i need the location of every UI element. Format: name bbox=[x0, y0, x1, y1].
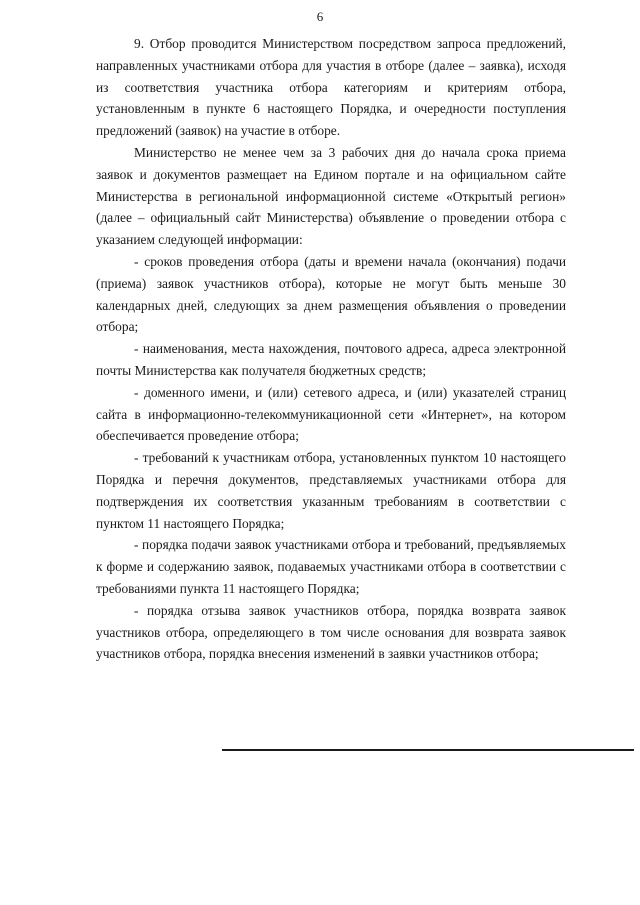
footer-divider bbox=[222, 749, 634, 751]
document-body bbox=[96, 33, 566, 665]
paragraph-selection-procedure: 9. Отбор проводится Министерством посредством запроса предложений, направленных участниками отбора для участия в отборе (далее – заявка), исходя из соответствия участника отбора категориям и критериям отбора, установленным в пункте 6 настоящего Порядка, и очередности поступления предложений (заявок) на участие в отборе. bbox=[96, 36, 566, 139]
page-number: 6 bbox=[316, 9, 324, 24]
list-item-participant-requirements: - требований к участникам отбора, установленных пунктом 10 настоящего Порядка и перечня документов, представляемых участниками отбора для подтверждения их соответствия указанным требованиям в соответствии с пунктом 11 настоящего Порядка; bbox=[96, 450, 566, 531]
list-item-domain-name: - доменного имени, и (или) сетевого адреса, и (или) указателей страниц сайта в информационно-телекоммуникационной сети «Интернет», на котором обеспечивается проведение отбора; bbox=[96, 384, 566, 444]
paragraph-announcement: Министерство не менее чем за 3 рабочих дня до начала срока приема заявок и документов размещает на Едином портале и на официальном сайте Министерства в региональной информационной системе «Открытый регион» (далее – официальный сайт Министерства) объявление о проведении отбора с указанием следующей информации: bbox=[96, 144, 566, 248]
list-item-deadlines: - сроков проведения отбора (даты и времени начала (окончания) подачи (приема) заявок участников отбора), которые не могут быть меньше 30 календарных дней, следующих за днем размещения объявления о проведении отбора; bbox=[96, 253, 566, 335]
list-item-ministry-contacts: - наименования, места нахождения, почтового адреса, адреса электронной почты Министерства как получателя бюджетных средств; bbox=[96, 341, 566, 378]
list-item-submission-procedure: - порядка подачи заявок участниками отбора и требований, предъявляемых к форме и содержанию заявок, подаваемых участниками отбора в соответствии с требованиями пункта 11 настоящего Порядка; bbox=[96, 537, 566, 596]
list-item-withdrawal-procedure: - порядка отзыва заявок участников отбора, порядка возврата заявок участников отбора, определяющего в том числе основания для возврата заявок участников отбора, порядка внесения изменений в заявки участников отбора; bbox=[96, 602, 566, 662]
